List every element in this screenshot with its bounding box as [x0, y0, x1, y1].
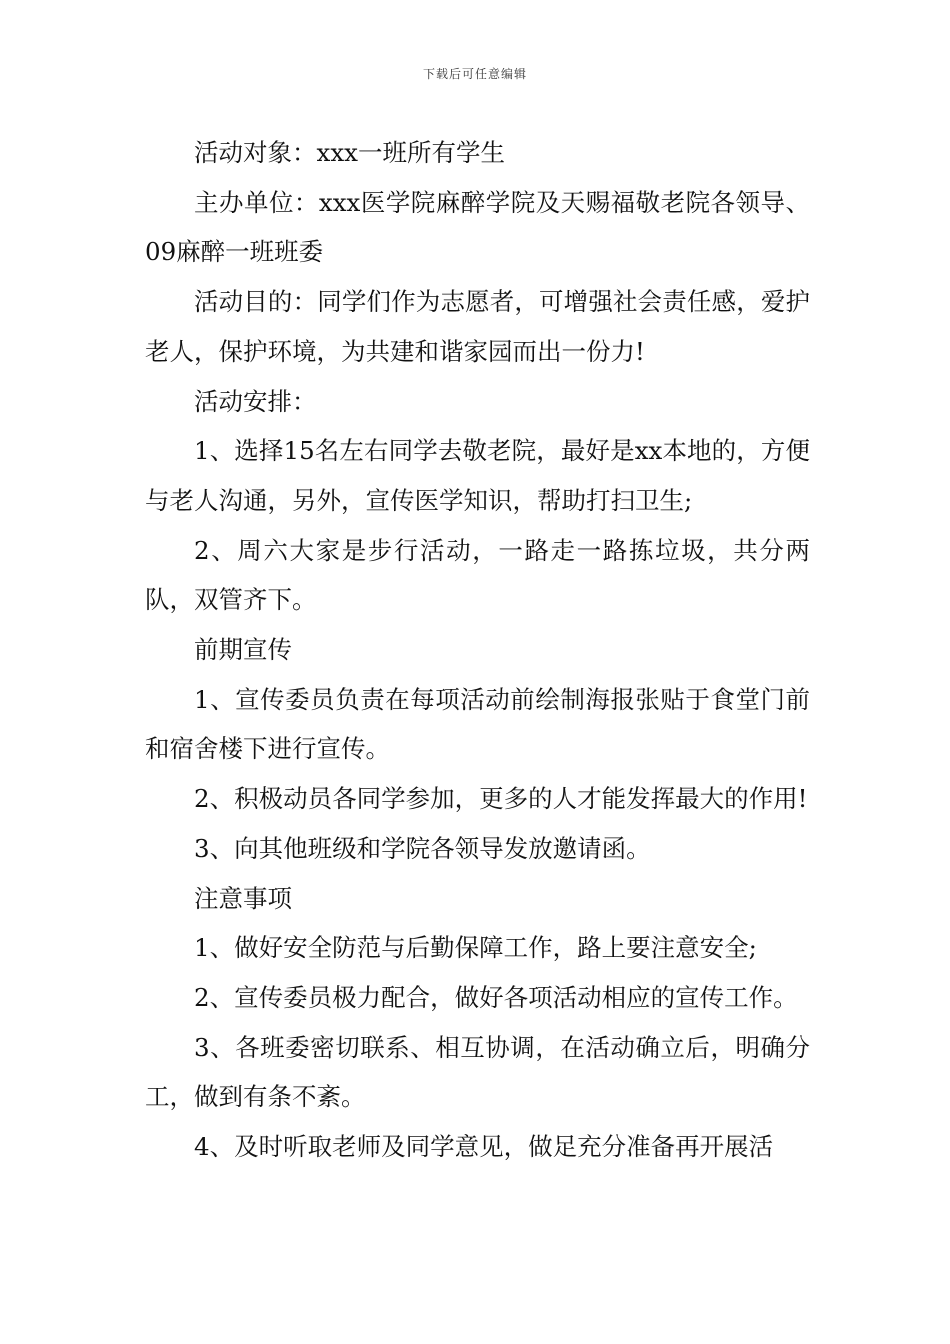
paragraph-arrangement-item-1: 1、选择15名左右同学去敬老院，最好是xx本地的，方便与老人沟通，另外，宣传医学知识，帮助打扫卫生;	[145, 436, 810, 515]
paragraph-organizer: 主办单位：xxx医学院麻醉学院及天赐福敬老院各领导、09麻醉一班班委	[145, 187, 810, 267]
paragraph-notes-item-3: 3、各班委密切联系、相互协调，在活动确立后，明确分工，做到有条不紊。	[145, 1032, 810, 1112]
paragraph-promotion-heading: 前期宣传	[194, 635, 292, 665]
paragraph-promotion-item-2: 2、积极动员各同学参加，更多的人才能发挥最大的作用!	[194, 784, 808, 814]
document-body	[145, 128, 810, 1172]
paragraph-notes-item-4: 4、及时听取老师及同学意见，做足充分准备再开展活	[194, 1132, 774, 1162]
paragraph-arrangement-item-2: 2、周六大家是步行活动，一路走一路拣垃圾，共分两队，双管齐下。	[145, 535, 810, 615]
paragraph-notes-item-1: 1、做好安全防范与后勤保障工作，路上要注意安全;	[194, 933, 757, 963]
paragraph-promotion-item-1: 1、宣传委员负责在每项活动前绘制海报张贴于食堂门前和宿舍楼下进行宣传。	[145, 684, 810, 764]
page-header: 下载后可任意编辑	[422, 67, 527, 81]
paragraph-activity-target: 活动对象：xxx一班所有学生	[194, 138, 505, 167]
paragraph-notes-item-2: 2、宣传委员极力配合，做好各项活动相应的宣传工作。	[194, 982, 798, 1012]
paragraph-activity-purpose: 活动目的：同学们作为志愿者，可增强社会责任感，爱护老人，保护环境，为共建和谐家园而出一份力!	[145, 287, 810, 366]
paragraph-activity-arrangement-heading: 活动安排：	[194, 386, 317, 416]
paragraph-promotion-item-3: 3、向其他班级和学院各领导发放邀请函。	[194, 833, 651, 863]
paragraph-notes-heading: 注意事项	[194, 883, 292, 913]
